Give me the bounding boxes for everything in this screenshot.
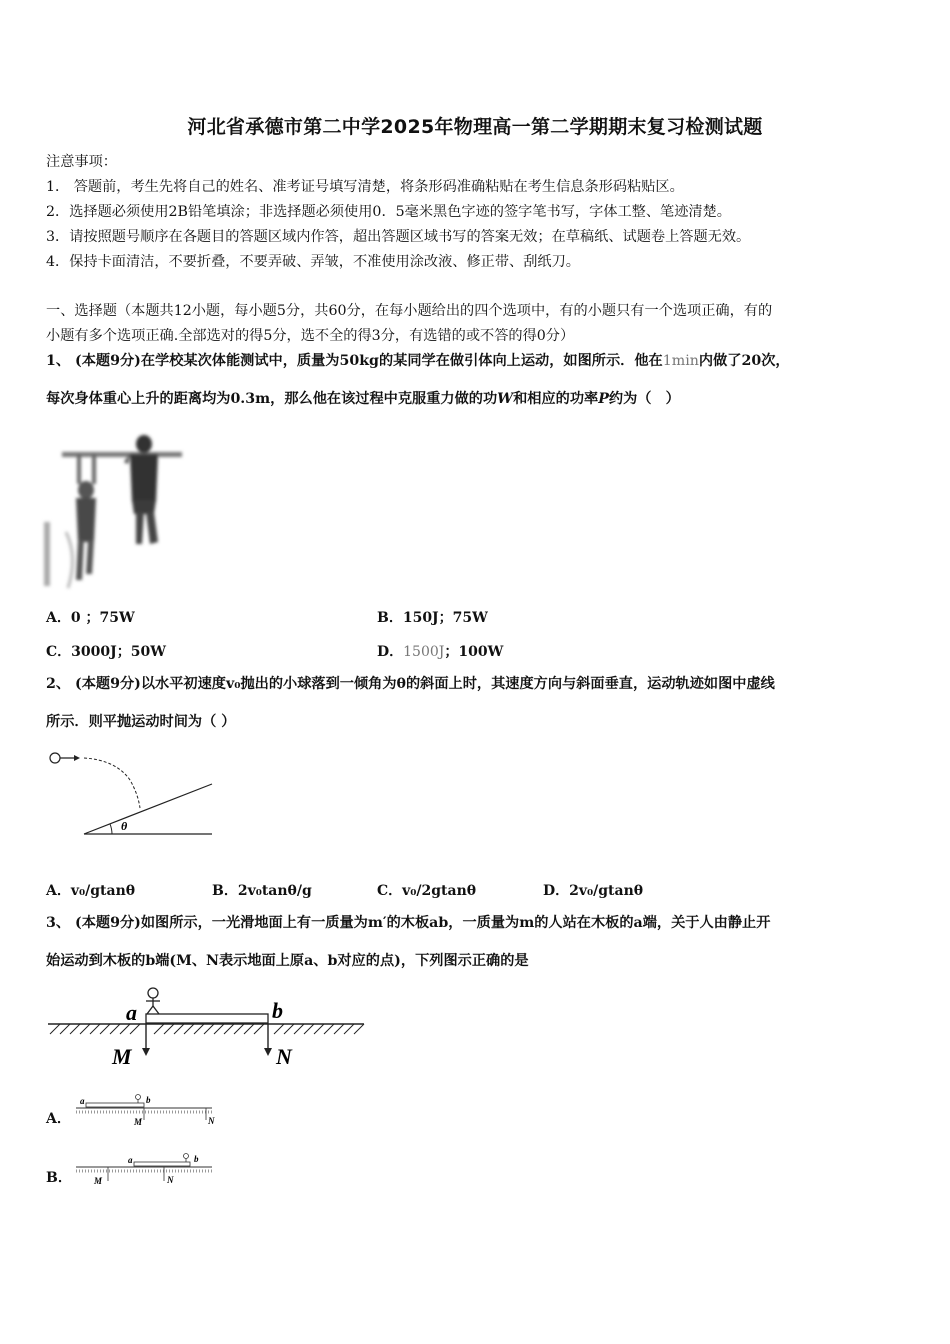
label-b: b — [146, 1095, 151, 1105]
q2-option-c: C．v₀/2gtanθ — [377, 883, 477, 899]
q1-option-a: A．0 ；75W — [46, 610, 135, 626]
q3-option-a-label: A． — [46, 1111, 71, 1127]
label-m: M — [112, 1044, 132, 1069]
q1-symbol-p: P — [598, 391, 609, 407]
q1-time-value: 1min — [662, 353, 699, 369]
q3-text-line-1: 3、 (本题9分)如图所示，一光滑地面上有一质量为m′的木板ab，一质量为m的人站在木板的a端，关于人由静止开 — [46, 915, 771, 931]
q1-text-line-1 — [46, 351, 790, 371]
label-a: a — [80, 1096, 85, 1106]
q1-option-d-suffix: ；100W — [444, 644, 504, 660]
q2-option-b: B．2v₀tanθ/g — [212, 883, 312, 899]
label-m: M — [94, 1176, 103, 1186]
theta-label: θ — [121, 819, 128, 833]
q1-text-part: 1、 (本题9分)在学校某次体能测试中，质量为50kg的某同学在做引体向上运动，如图所示．他在 — [46, 353, 663, 369]
q2-text-line-1: 2、 (本题9分)以水平初速度v₀抛出的小球落到一倾角为θ的斜面上时，其速度方向与斜面垂直，运动轨迹如图中虚线 — [46, 676, 775, 692]
ball-icon — [50, 753, 60, 763]
q1-option-d — [377, 641, 503, 661]
label-b: b — [272, 998, 283, 1023]
label-a: a — [126, 1000, 137, 1025]
label-a: a — [128, 1155, 133, 1165]
q1-text-part: 内做了20次， — [698, 353, 790, 369]
q1-text-line-2 — [46, 389, 680, 409]
q1-pullup-figure — [44, 432, 194, 592]
label-n: N — [208, 1116, 215, 1126]
q1-option-c: C．3000J；50W — [46, 644, 166, 660]
q3-board-figure — [46, 984, 371, 1070]
q3-text-line-2: 始运动到木板的b端(M、N表示地面上原a、b对应的点)，下列图示正确的是 — [46, 953, 529, 969]
q1-text-part: 和相应的功率 — [513, 391, 599, 407]
section-heading-line-2: 小题有多个选项正确.全部选对的得5分，选不全的得3分，有选错的或不答的得0分） — [46, 328, 575, 344]
notice-item-2: 2．选择题必须使用2B铅笔填涂；非选择题必须使用0．5毫米黑色字迹的签字笔书写，字体工整、笔迹清楚。 — [46, 204, 731, 220]
page-title: 河北省承德市第二中学2025年物理高一第二学期期末复习检测试题 — [187, 116, 763, 138]
q2-option-d: D．2v₀/gtanθ — [543, 883, 644, 899]
label-n: N — [276, 1044, 292, 1069]
label-b: b — [194, 1154, 199, 1164]
q1-option-d-prefix: D． — [377, 644, 404, 660]
q1-option-b: B．150J；75W — [377, 610, 488, 626]
q2-incline-figure — [46, 748, 216, 838]
q3-option-a-figure — [76, 1092, 221, 1132]
q1-symbol-w: W — [497, 391, 514, 407]
label-m: M — [134, 1117, 143, 1127]
notice-item-4: 4．保持卡面清洁，不要折叠，不要弄破、弄皱，不准使用涂改液、修正带、刮纸刀。 — [46, 254, 580, 270]
notice-item-3: 3．请按照题号顺序在各题目的答题区域内作答，超出答题区域书写的答案无效；在草稿纸、试题卷上答题无效。 — [46, 229, 751, 245]
label-n: N — [167, 1175, 174, 1185]
q1-option-d-value: 1500J — [403, 644, 445, 660]
q2-option-a: A．v₀/gtanθ — [46, 883, 136, 899]
q1-text-part: 每次身体重心上升的距离均为0.3m，那么他在该过程中克服重力做的功 — [46, 391, 498, 407]
q1-text-part: 约为（ ） — [608, 391, 680, 407]
section-heading-line-1: 一、选择题（本题共12小题，每小题5分，共60分，在每小题给出的四个选项中，有的小题只有一个选项正确，有的 — [46, 303, 773, 319]
q3-option-b-label: B． — [46, 1170, 72, 1186]
q3-option-b-figure — [76, 1151, 221, 1191]
notice-item-1: 1． 答题前，考生先将自己的姓名、准考证号填写清楚，将条形码准确粘贴在考生信息条形码粘贴区。 — [46, 179, 684, 195]
q2-text-line-2: 所示．则平抛运动时间为（ ） — [46, 714, 236, 730]
notice-heading: 注意事项： — [46, 154, 117, 170]
